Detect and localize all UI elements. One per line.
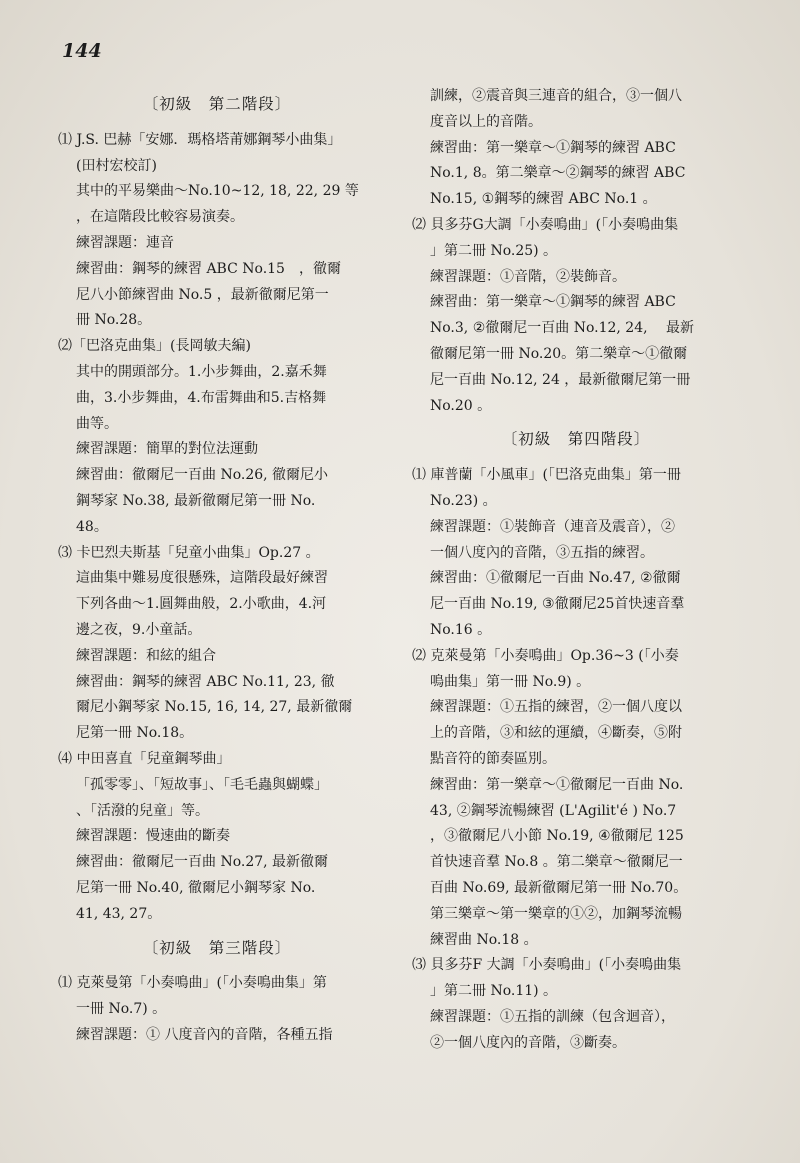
text-line: ⑴ 庫普蘭「小風車」(「巴洛克曲集」第一冊 [412, 467, 681, 484]
text-line: 練習曲：徹爾尼一百曲 No.27, 最新徹爾 [76, 854, 329, 871]
text-line: No.16 。 [430, 621, 492, 638]
text-line: 「孤零零」、「短故事」、「毛毛蟲與蝴蝶」 [76, 776, 328, 793]
text-line: 訓練，②震音與三連音的組合，③一個八 [430, 88, 682, 104]
text-line: 練習曲：第一樂章～①徹爾尼一百曲 No. [430, 776, 684, 793]
text-line: 點音符的節奏區別。 [430, 750, 556, 767]
text-line: 邊之夜，9.小童話。 [76, 621, 202, 638]
text-line: 、「活潑的兒童」等。 [76, 802, 209, 819]
text-line: 練習課題：① 八度音內的音階，各種五指 [76, 1026, 333, 1043]
text-line: ⑷ 中田喜直「兒童鋼琴曲」 [58, 750, 231, 767]
text-line: 首快速音羣 No.8 。第二樂章～徹爾尼一 [430, 854, 683, 871]
text-line: 練習曲：徹爾尼一百曲 No.26, 徹爾尼小 [76, 467, 329, 484]
text-line: ⑴ J.S. 巴赫「安娜．瑪格塔莆娜鋼琴小曲集」 [58, 131, 342, 148]
text-line: 百曲 No.69, 最新徹爾尼第一冊 No.70。 [430, 879, 688, 896]
text-line: ，在這階段比較容易演奏。 [76, 209, 244, 226]
text-line: No.23) 。 [430, 492, 497, 509]
text-line: ⑵ 貝多芬G大調「小奏鳴曲」(「小奏鳴曲集 [412, 216, 679, 233]
text-line: 練習曲：鋼琴的練習 ABC No.11, 23, 徹 [76, 673, 335, 690]
section-heading: 〔初級 第二階段〕 [142, 95, 292, 113]
text-line: 41, 43, 27。 [76, 905, 162, 922]
text-line: ⑴ 克萊曼第「小奏鳴曲」(「小奏鳴曲集」第 [58, 975, 327, 992]
text-line: (田村宏校訂) [76, 157, 157, 174]
text-line: No.3, ②徹爾尼一百曲 No.12, 24, 最新 [430, 320, 695, 337]
text-line: 第三樂章～第一樂章的①②，加鋼琴流暢 [430, 905, 682, 922]
text-line: 一冊 No.7) 。 [76, 1001, 167, 1018]
text-line: 練習課題：慢速曲的斷奏 [76, 828, 230, 845]
text-line: ⑶ 貝多芬F 大調「小奏鳴曲」(「小奏鳴曲集 [412, 957, 682, 974]
text-line: 鳴曲集」第一冊 No.9) 。 [430, 673, 591, 690]
text-line: 尼八小節練習曲 No.5 ，最新徹爾尼第一 [76, 286, 329, 303]
text-line: 48。 [76, 518, 108, 535]
section-heading: 〔初級 第四階段〕 [501, 430, 651, 449]
text-line: 爾尼小鋼琴家 No.15, 16, 14, 27, 最新徹爾 [76, 699, 353, 716]
text-line: 練習曲：鋼琴的練習 ABC No.15 ，徹爾 [76, 260, 341, 277]
text-line: 練習課題：①音階，②裝飾音。 [430, 268, 626, 285]
text-line: 上的音階，③和絃的運續，④斷奏，⑤附 [430, 725, 682, 742]
text-line: 練習課題：①五指的訓練（包含迴音）， [430, 1008, 675, 1025]
text-line: 其中的平易樂曲～No.10~12, 18, 22, 29 等 [76, 183, 359, 200]
text-line: 練習曲：①徹爾尼一百曲 No.47, ②徹爾 [430, 570, 681, 587]
text-line: 曲，3.小步舞曲，4.布雷舞曲和5.吉格舞 [76, 389, 327, 406]
right-column [412, 84, 740, 1056]
text-line: ②一個八度內的音階，③斷奏。 [430, 1034, 626, 1051]
text-line: 練習課題：連音 [76, 234, 174, 251]
text-line: 這曲集中難易度很懸殊，這階段最好練習 [76, 570, 328, 587]
left-column [58, 84, 376, 1049]
text-line: 曲等。 [76, 415, 118, 432]
text-line: 」第二冊 No.25) 。 [430, 242, 558, 259]
text-line: 尼第一冊 No.40, 徹爾尼小鋼琴家 No. [76, 879, 316, 896]
text-line: No.15, ①鋼琴的練習 ABC No.1 。 [430, 191, 657, 208]
text-line: ⑵ 克萊曼第「小奏鳴曲」Op.36~3 (「小奏 [412, 647, 679, 664]
text-line: 練習課題：①裝飾音（連音及震音），② [430, 518, 675, 535]
text-line: 尼一百曲 No.19, ③徹爾尼25首快速音羣 [430, 596, 685, 613]
text-line: 練習課題：①五指的練習，②一個八度以 [430, 699, 682, 716]
text-line: 徹爾尼第一冊 No.20。第二樂章～①徹爾 [430, 345, 688, 362]
text-line: 尼一百曲 No.12, 24 ，最新徹爾尼第一冊 [430, 371, 691, 388]
text-line: ⑵「巴洛克曲集」(長岡敏夫編) [58, 338, 251, 355]
page-number: 144 [62, 40, 102, 62]
text-line: 43, ②鋼琴流暢練習 (L'Agilit'é ) No.7 [430, 802, 677, 819]
text-line: ⑶ 卡巴烈夫斯基「兒童小曲集」Op.27 。 [58, 544, 320, 561]
text-line: No.20 。 [430, 397, 492, 414]
text-line: 尼第一冊 No.18。 [76, 725, 194, 742]
section-heading: 〔初級 第三階段〕 [142, 938, 292, 957]
text-line: 度音以上的音階。 [430, 113, 542, 130]
text-line: 練習曲 No.18 。 [430, 931, 538, 948]
text-line: 練習課題：簡單的對位法運動 [76, 441, 258, 458]
text-line: 冊 No.28。 [76, 312, 152, 329]
text-line: 」第二冊 No.11) 。 [430, 983, 558, 1000]
text-line: 練習曲：第一樂章～①鋼琴的練習 ABC [430, 139, 676, 156]
text-line: 練習課題：和絃的組合 [76, 647, 216, 664]
text-line: ，③徹爾尼八小節 No.19, ④徹爾尼 125 [430, 828, 684, 845]
text-line: 其中的開頭部分。1.小步舞曲，2.嘉禾舞 [76, 363, 327, 380]
text-line: 一個八度內的音階，③五指的練習。 [430, 544, 654, 561]
text-line: No.1, 8。第二樂章～②鋼琴的練習 ABC [430, 165, 686, 182]
text-line: 下列各曲～1.圓舞曲般，2.小歌曲，4.河 [76, 596, 327, 613]
text-line: 鋼琴家 No.38, 最新徹爾尼第一冊 No. [76, 492, 316, 509]
text-line: 練習曲：第一樂章～①鋼琴的練習 ABC [430, 294, 676, 311]
